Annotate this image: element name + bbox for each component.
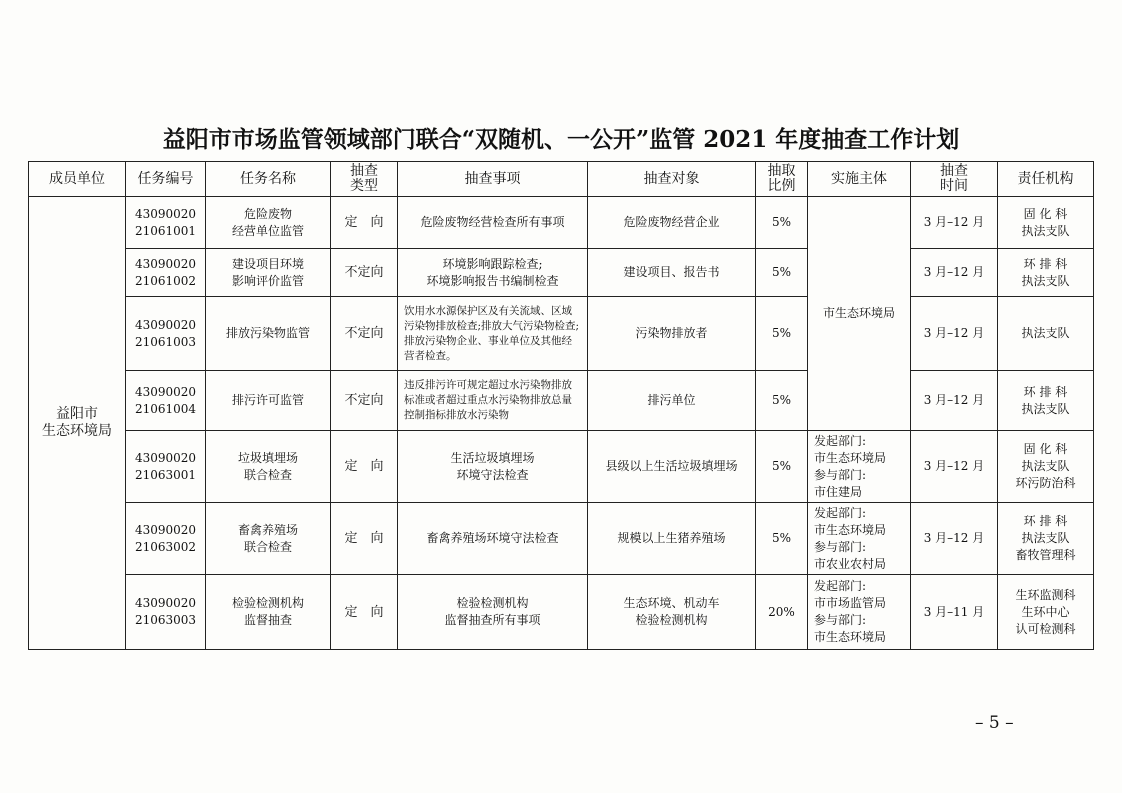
check-time: 3 月–11 月	[911, 575, 998, 650]
ratio: 5%	[756, 297, 808, 371]
responsible-org: 固 化 科 执法支队 环污防治科	[998, 431, 1094, 503]
header-member-unit: 成员单位	[29, 162, 126, 197]
check-time: 3 月–12 月	[911, 297, 998, 371]
table-row	[29, 249, 1094, 297]
check-objects: 县级以上生活垃圾填埋场	[588, 431, 756, 503]
task-code: 43090020 21061001	[126, 197, 206, 249]
task-name: 排污许可监管	[206, 371, 331, 431]
check-items: 环境影响跟踪检查; 环境影响报告书编制检查	[398, 249, 588, 297]
check-objects: 生态环境、机动车 检验检测机构	[588, 575, 756, 650]
header-time: 抽查 时间	[911, 162, 998, 197]
table-row	[29, 297, 1094, 371]
task-name: 垃圾填埋场 联合检查	[206, 431, 331, 503]
header-ratio: 抽取 比例	[756, 162, 808, 197]
responsible-org: 生环监测科 生环中心 认可检测科	[998, 575, 1094, 650]
inspection-plan-table	[28, 161, 1094, 650]
check-items: 检验检测机构 监督抽查所有事项	[398, 575, 588, 650]
check-objects: 危险废物经营企业	[588, 197, 756, 249]
task-code: 43090020 21063001	[126, 431, 206, 503]
check-objects: 规模以上生猪养殖场	[588, 503, 756, 575]
task-code: 43090020 21063002	[126, 503, 206, 575]
check-items: 生活垃圾填埋场 环境守法检查	[398, 431, 588, 503]
page-title: 益阳市市场监管领域部门联合“双随机、一公开”监管 2021 年度抽查工作计划	[162, 126, 960, 153]
header-row	[29, 162, 1094, 197]
ratio: 5%	[756, 249, 808, 297]
task-name: 建设项目环境 影响评价监管	[206, 249, 331, 297]
task-code: 43090020 21063003	[126, 575, 206, 650]
responsible-org: 固 化 科 执法支队	[998, 197, 1094, 249]
task-code: 43090020 21061003	[126, 297, 206, 371]
table-row	[29, 575, 1094, 650]
implementing-subject: 发起部门: 市生态环境局 参与部门: 市农业农村局	[808, 503, 911, 575]
subject-shared: 市生态环境局	[808, 197, 911, 431]
table-row	[29, 503, 1094, 575]
ratio: 5%	[756, 197, 808, 249]
check-time: 3 月–12 月	[911, 503, 998, 575]
check-time: 3 月–12 月	[911, 431, 998, 503]
ratio: 5%	[756, 371, 808, 431]
check-type: 不定向	[331, 297, 398, 371]
check-type: 定 向	[331, 503, 398, 575]
task-name: 危险废物 经营单位监管	[206, 197, 331, 249]
table-row	[29, 431, 1094, 503]
check-items: 危险废物经营检查所有事项	[398, 197, 588, 249]
implementing-subject: 发起部门: 市生态环境局 参与部门: 市住建局	[808, 431, 911, 503]
task-code: 43090020 21061004	[126, 371, 206, 431]
header-check-objects: 抽查对象	[588, 162, 756, 197]
header-task-code: 任务编号	[126, 162, 206, 197]
check-type: 定 向	[331, 197, 398, 249]
responsible-org: 环 排 科 执法支队 畜牧管理科	[998, 503, 1094, 575]
header-task-name: 任务名称	[206, 162, 331, 197]
member-unit-cell: 益阳市 生态环境局	[29, 197, 126, 650]
ratio: 20%	[756, 575, 808, 650]
responsible-org: 执法支队	[998, 297, 1094, 371]
task-name: 畜禽养殖场 联合检查	[206, 503, 331, 575]
header-subject: 实施主体	[808, 162, 911, 197]
check-type: 不定向	[331, 371, 398, 431]
check-items: 畜禽养殖场环境守法检查	[398, 503, 588, 575]
check-objects: 污染物排放者	[588, 297, 756, 371]
task-name: 检验检测机构 监督抽查	[206, 575, 331, 650]
page-number: – 5 –	[975, 713, 1014, 733]
check-objects: 建设项目、报告书	[588, 249, 756, 297]
check-type: 定 向	[331, 575, 398, 650]
check-items: 饮用水水源保护区及有关流域、区域污染物排放检查;排放大气污染物检查;排放污染物企业、事业单位及其他经营者检查。	[398, 297, 588, 371]
header-check-items: 抽查事项	[398, 162, 588, 197]
check-type: 不定向	[331, 249, 398, 297]
ratio: 5%	[756, 503, 808, 575]
check-time: 3 月–12 月	[911, 197, 998, 249]
responsible-org: 环 排 科 执法支队	[998, 371, 1094, 431]
task-name: 排放污染物监管	[206, 297, 331, 371]
implementing-subject: 发起部门: 市市场监管局 参与部门: 市生态环境局	[808, 575, 911, 650]
check-type: 定 向	[331, 431, 398, 503]
check-time: 3 月–12 月	[911, 371, 998, 431]
responsible-org: 环 排 科 执法支队	[998, 249, 1094, 297]
table-row	[29, 197, 1094, 249]
check-time: 3 月–12 月	[911, 249, 998, 297]
header-check-type: 抽查 类型	[331, 162, 398, 197]
check-objects: 排污单位	[588, 371, 756, 431]
table-row	[29, 371, 1094, 431]
check-items: 违反排污许可规定超过水污染物排放标准或者超过重点水污染物排放总量控制指标排放水污染物	[398, 371, 588, 431]
task-code: 43090020 21061002	[126, 249, 206, 297]
ratio: 5%	[756, 431, 808, 503]
header-org: 责任机构	[998, 162, 1094, 197]
